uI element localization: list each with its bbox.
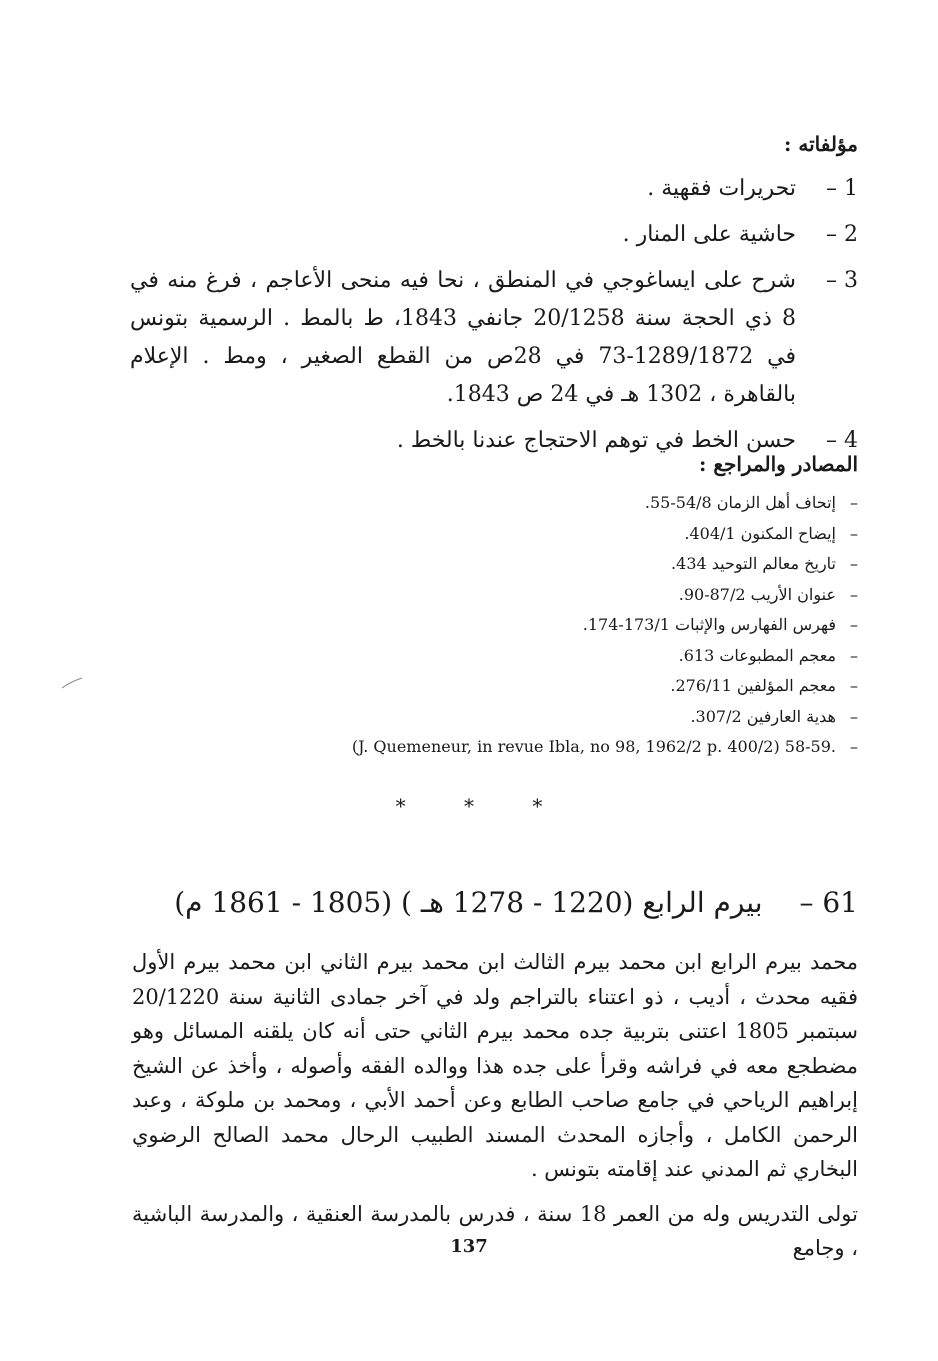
source-dash: – bbox=[850, 615, 858, 634]
source-dash: – bbox=[850, 706, 858, 726]
works-item-text: حسن الخط في توهم الاحتجاج عندنا بالخط . bbox=[396, 428, 796, 453]
star-icon: * bbox=[395, 794, 406, 818]
section-divider-stars bbox=[0, 794, 938, 818]
source-text-latin: (J. Quemeneur, in revue Ibla, no 98, 1962/2 p. 400/2) 58-59. bbox=[351, 737, 836, 756]
works-item bbox=[130, 170, 858, 208]
source-text: عنوان الأريب 87/2-90. bbox=[678, 584, 836, 604]
works-heading: مؤلفاته : bbox=[784, 132, 858, 156]
source-dash: – bbox=[850, 676, 858, 695]
works-item bbox=[130, 216, 858, 254]
body-paragraph: محمد بيرم الرابع ابن محمد بيرم الثالث ابن محمد بيرم الثاني ابن محمد بيرم الأول فقيه محدث ، أديب ، ذو اعتناء بالتراجم ولد في آخر جمادى الثانية سنة 20/1220 سبتمبر 1805 اعتنى بتربية جده محمد بيرم الثاني حتى أنه كان يلقنه المسائل وهو مضطجع معه في فراشه وقرأ على جده هذا ووالده الفقه وأصوله ، وأخذ عن الشيخ إبراهيم الرياحي في جامع صاحب الطابع وعن أحمد الأبي ، ومحمد بن ملوكة ، وعبد الرحمن الكامل ، وأجازه المحدث المسند الطبيب الرحال محمد الصالح الرضوي البخاري ثم المدني عند إقامته بتونس . bbox=[132, 950, 859, 1181]
works-item-text: تحريرات فقهية . bbox=[647, 176, 796, 201]
works-item-text: شرح على ايساغوجي في المنطق ، نحا فيه منحى الأعاجم ، فرغ منه في 8 ذي الحجة سنة 20/1258 جانفي 1843، ط بالمط . الرسمية بتونس في 1289/1872-73 في 28ص من القطع الصغير ، ومط . الإعلام بالقاهرة ، 1302 هـ في 24 ص 1843. bbox=[130, 268, 797, 407]
source-dash: – bbox=[850, 737, 858, 756]
star-icon: * bbox=[464, 794, 474, 818]
source-item bbox=[150, 671, 858, 702]
source-dash: – bbox=[850, 493, 858, 512]
source-text: تاريخ معالم التوحيد 434. bbox=[671, 554, 836, 573]
source-item bbox=[150, 519, 858, 550]
section-title bbox=[174, 886, 858, 919]
works-list bbox=[130, 170, 858, 468]
source-item bbox=[150, 549, 858, 580]
body-paragraph: تولى التدريس وله من العمر 18 سنة ، فدرس بالمدرسة العنقية ، والمدرسة الباشية ، وجامع bbox=[132, 1201, 858, 1260]
source-item bbox=[150, 488, 858, 519]
source-dash: – bbox=[850, 584, 858, 604]
source-dash: – bbox=[850, 645, 858, 665]
section-heading-text: بيرم الرابع (1220 - 1278 هـ ) (1805 - 1861 م) bbox=[174, 886, 763, 919]
works-item-number: 2 – bbox=[826, 222, 858, 247]
source-item bbox=[150, 732, 858, 763]
biography-body bbox=[132, 945, 858, 1276]
source-text: معجم المطبوعات 613. bbox=[678, 645, 836, 665]
works-item-text: حاشية على المنار . bbox=[622, 222, 796, 247]
source-text: معجم المؤلفين 276/11. bbox=[670, 676, 836, 695]
works-item-number: 1 – bbox=[826, 176, 858, 201]
page-number: 137 bbox=[450, 1236, 488, 1257]
source-text: فهرس الفهارس والإثبات 173/1-174. bbox=[582, 615, 836, 634]
works-item-number: 3 – bbox=[826, 268, 858, 293]
source-item bbox=[150, 641, 858, 672]
source-item bbox=[150, 580, 858, 611]
sources-heading: المصادر والمراجع : bbox=[699, 452, 858, 476]
pencil-mark-icon bbox=[60, 676, 84, 692]
source-text: هدية العارفين 307/2. bbox=[690, 706, 836, 726]
source-text: إتحاف أهل الزمان 54/8-55. bbox=[644, 493, 836, 512]
source-dash: – bbox=[850, 554, 858, 573]
source-dash: – bbox=[850, 523, 858, 543]
works-item-number: 4 – bbox=[826, 428, 858, 453]
source-text: إيضاح المكنون 404/1. bbox=[684, 523, 836, 543]
works-item bbox=[130, 262, 858, 414]
source-item bbox=[150, 610, 858, 641]
source-item bbox=[150, 702, 858, 733]
star-icon: * bbox=[532, 794, 543, 818]
section-number: 61 – bbox=[799, 886, 858, 919]
sources-list bbox=[150, 488, 858, 763]
